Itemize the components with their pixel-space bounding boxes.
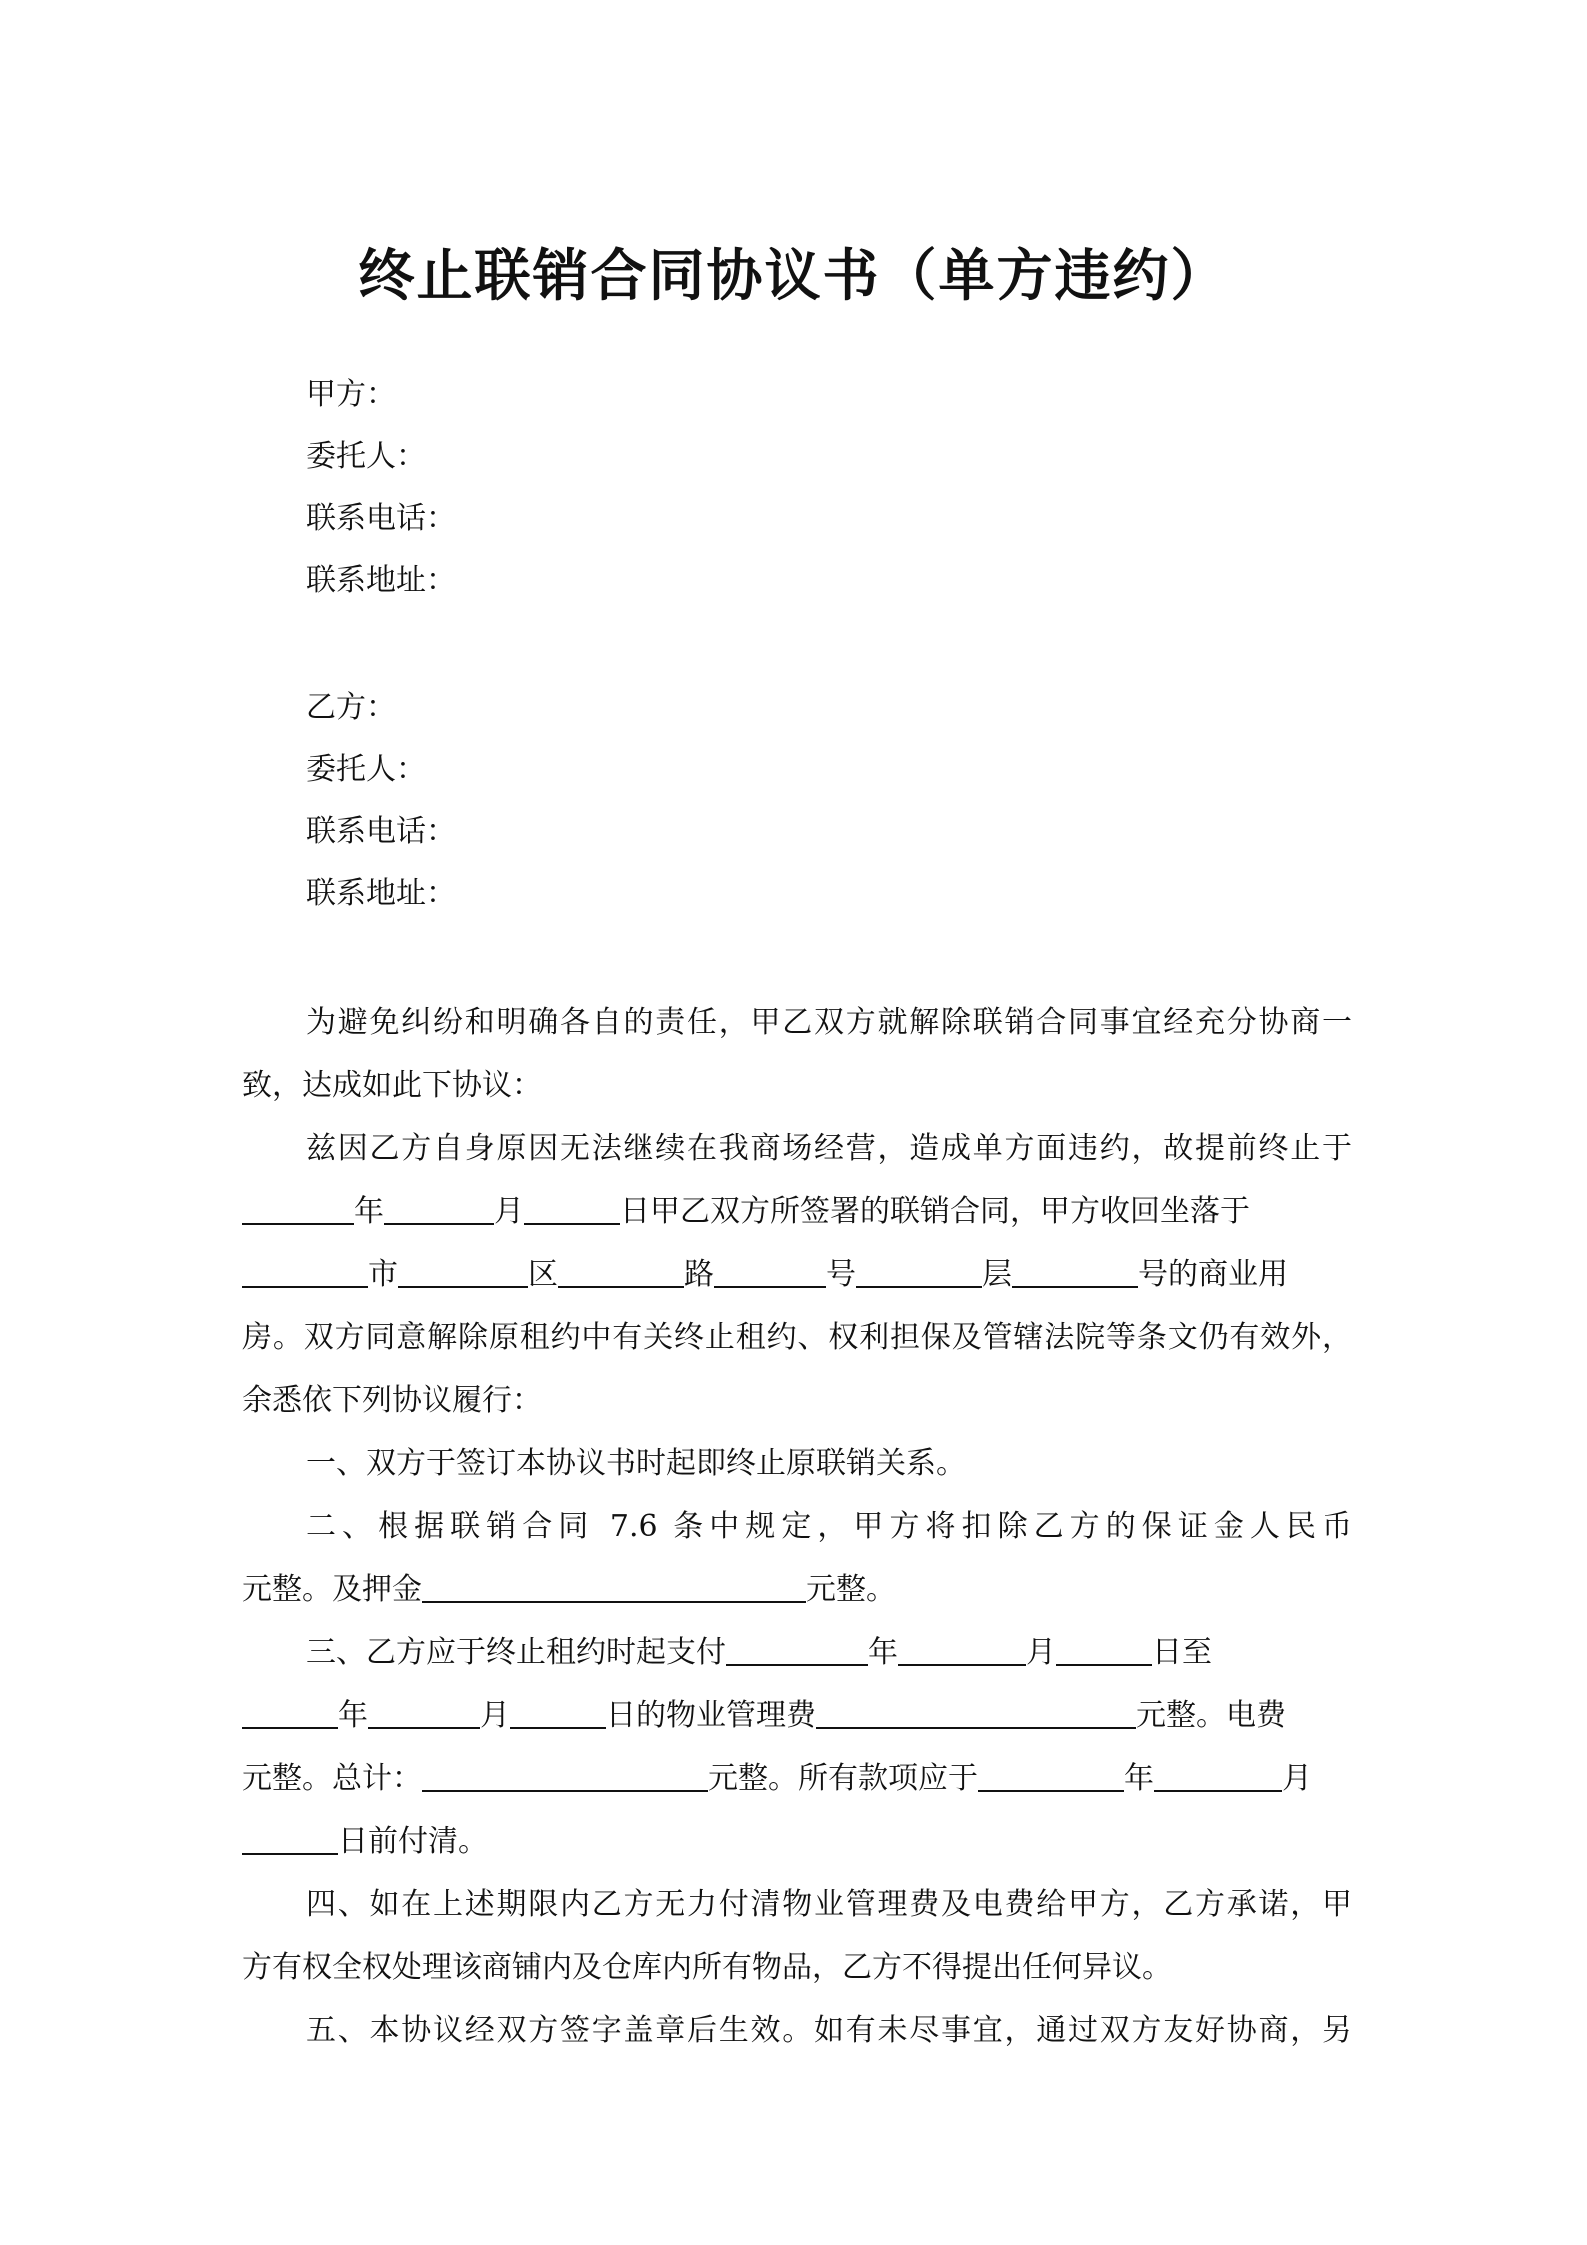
city-blank[interactable] (242, 1250, 368, 1288)
clause-3-text-a: 三、乙方应于终止租约时起支付 (306, 1635, 726, 1670)
due-day-blank[interactable] (242, 1817, 338, 1855)
party-a-phone-label: 联系电话： (306, 501, 456, 536)
number-blank[interactable] (714, 1250, 826, 1288)
due-year-label: 年 (1124, 1761, 1154, 1796)
date-year-blank[interactable] (242, 1187, 354, 1225)
floor-label: 层 (982, 1257, 1012, 1292)
date-day-blank[interactable] (524, 1187, 620, 1225)
intro-line-2: 致，达成如此下协议： (242, 1068, 542, 1103)
clause-1: 一、双方于签订本协议书时起即终止原联销关系。 (306, 1446, 966, 1481)
pay-to-year-label: 年 (338, 1698, 368, 1733)
pay-from-day-label: 日至 (1152, 1635, 1212, 1670)
reason-line-5: 余悉依下列协议履行： (242, 1383, 542, 1418)
pay-from-year-blank[interactable] (726, 1628, 868, 1666)
floor-blank[interactable] (856, 1250, 982, 1288)
clause-3-text-e: 元整。所有款项应于 (708, 1761, 978, 1796)
party-a-agent-label: 委托人： (306, 439, 426, 474)
clause-5-line-1: 五、本协议经双方签字盖章后生效。如有未尽事宜，通过双方友好协商，另 (306, 2013, 1352, 2048)
party-b-block (306, 677, 456, 925)
pay-to-month-blank[interactable] (368, 1691, 480, 1729)
total-amount-blank[interactable] (422, 1754, 708, 1792)
date-month-blank[interactable] (384, 1187, 494, 1225)
clause-3-text-c: 元整。电费 (1136, 1698, 1286, 1733)
reason-line-4: 房。双方同意解除原租约中有关终止租约、权利担保及管辖法院等条文仍有效外， (242, 1320, 1352, 1355)
reason-line-1: 兹因乙方自身原因无法继续在我商场经营，造成单方面违约，故提前终止于 (306, 1131, 1352, 1166)
clause-3-text-d: 元整。总计： (242, 1761, 422, 1796)
party-b-address-label: 联系地址： (306, 876, 456, 911)
pay-to-year-blank[interactable] (242, 1691, 338, 1729)
party-b-agent-label: 委托人： (306, 752, 426, 787)
due-month-label: 月 (1282, 1761, 1312, 1796)
number-label: 号 (826, 1257, 856, 1292)
room-number-blank[interactable] (1012, 1250, 1138, 1288)
reason-line-3-text: 号的商业用 (1138, 1257, 1288, 1292)
clause-3-line-2 (242, 1685, 1286, 1747)
clause-2-text-a: 元整。及押金 (242, 1572, 422, 1607)
due-year-blank[interactable] (978, 1754, 1124, 1792)
pay-to-day-blank[interactable] (510, 1691, 606, 1729)
pay-from-month-blank[interactable] (898, 1628, 1026, 1666)
reason-line-2-text: 日甲乙双方所签署的联销合同，甲方收回坐落于 (620, 1194, 1250, 1229)
road-blank[interactable] (558, 1250, 684, 1288)
document-title: 终止联销合同协议书（单方违约） (358, 243, 1229, 309)
clause-4-line-2: 方有权全权处理该商铺内及仓库内所有物品，乙方不得提出任何异议。 (242, 1950, 1172, 1985)
pay-from-day-blank[interactable] (1056, 1628, 1152, 1666)
road-label: 路 (684, 1257, 714, 1292)
clause-4-line-1: 四、如在上述期限内乙方无力付清物业管理费及电费给甲方，乙方承诺，甲 (306, 1887, 1352, 1922)
reason-line-2 (242, 1181, 1250, 1243)
party-a-label: 甲方： (306, 377, 396, 412)
deposit-amount-blank[interactable] (422, 1565, 806, 1603)
clause-3-text-b: 日的物业管理费 (606, 1698, 816, 1733)
clause-3-line-3 (242, 1748, 1312, 1810)
pay-to-month-label: 月 (480, 1698, 510, 1733)
party-a-address-label: 联系地址： (306, 563, 456, 598)
district-label: 区 (528, 1257, 558, 1292)
district-blank[interactable] (398, 1250, 528, 1288)
month-label: 月 (494, 1194, 524, 1229)
clause-3-line-4 (242, 1811, 488, 1873)
reason-line-3 (242, 1244, 1288, 1306)
clause-2-line-1: 二、根据联销合同 7.6 条中规定，甲方将扣除乙方的保证金人民币 (306, 1509, 1352, 1544)
party-a-block (306, 364, 456, 612)
pay-from-month-label: 月 (1026, 1635, 1056, 1670)
party-b-label: 乙方： (306, 690, 396, 725)
party-b-phone-label: 联系电话： (306, 814, 456, 849)
year-label: 年 (354, 1194, 384, 1229)
clause-2-text-b: 元整。 (806, 1572, 896, 1607)
pay-from-year-label: 年 (868, 1635, 898, 1670)
clause-3-text-f: 日前付清。 (338, 1824, 488, 1859)
management-fee-blank[interactable] (816, 1691, 1136, 1729)
due-month-blank[interactable] (1154, 1754, 1282, 1792)
city-label: 市 (368, 1257, 398, 1292)
clause-3-line-1 (306, 1622, 1212, 1684)
intro-line-1: 为避免纠纷和明确各自的责任，甲乙双方就解除联销合同事宜经充分协商一 (306, 1005, 1352, 1040)
clause-2-line-2 (242, 1559, 896, 1621)
